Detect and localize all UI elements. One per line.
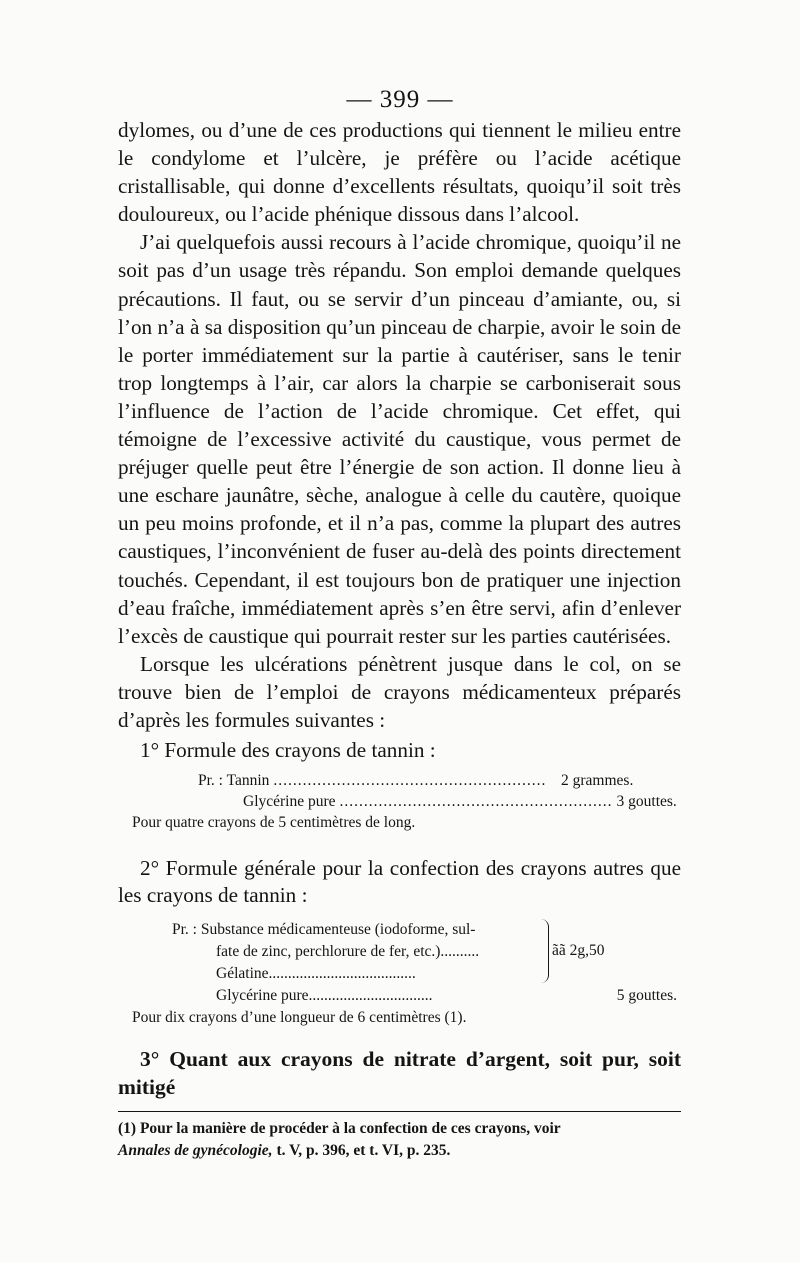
recipe-row [118, 985, 681, 1007]
footnote-reference: t. V, p. 396, et t. VI, p. 235. [272, 1142, 451, 1160]
paragraph-crayons: Lorsque les ulcérations pénètrent jusque dans le col, on se trouve bien de l’emploi de crayons médicamenteux préparés d’après les formules suivantes : [118, 651, 681, 732]
recipe-amount: 5 gouttes. [616, 987, 677, 1005]
grouping-brace [538, 919, 549, 983]
footnote-text: (1) Pour la manière de procéder à la confection de ces crayons, voir [118, 1120, 561, 1138]
formula2-note: Pour dix crayons d’une longueur de 6 centimètres (1). [132, 1009, 467, 1027]
recipe-amount: 2 grammes. [561, 772, 634, 790]
leader-dots: ........................................................ [339, 793, 613, 811]
recipe-amount: 3 gouttes. [616, 793, 677, 811]
recipe-line: Pr. : Substance médicamenteuse (iodoforme, sul- [172, 921, 476, 939]
formula2-heading: 2° Formule générale pour la confection des crayons autres que les crayons de tannin : [118, 856, 681, 908]
paragraph-continuation: dylomes, ou d’une de ces productions qui tiennent le milieu entre le condylome et l’ulcère, je préfère ou l’acide acétique cristallisable, qui donne d’excellents résultats, quoiqu’il soit très douloureux, ou l’acide phénique dissous dans l’alcool. [118, 118, 681, 227]
recipe-ingredient: Pr. : Tannin [198, 772, 270, 790]
page-number: — 399 — [346, 86, 454, 113]
recipe-line: Glycérine pure................................ [216, 987, 433, 1005]
footnote-rule [118, 1111, 681, 1112]
formula1-note: Pour quatre crayons de 5 centimètres de long. [132, 814, 416, 832]
recipe-row [118, 791, 681, 812]
grouped-amount: ãã 2g,50 [552, 942, 605, 960]
formula3-heading: 3° Quant aux crayons de nitrate d’argent, soit pur, soit mitigé [118, 1047, 681, 1100]
recipe-ingredient: Glycérine pure [243, 793, 336, 811]
formula2-recipe [118, 919, 681, 1029]
recipe-line: Gélatine...................................... [216, 965, 416, 983]
formula1-recipe [118, 770, 681, 833]
footnote [118, 1118, 681, 1162]
main-text [118, 116, 681, 1162]
paragraph-acide-chromique: J’ai quelquefois aussi recours à l’acide chromique, quoiqu’il ne soit pas d’un usage très répandu. Son emploi demande quelques précautions. Il faut, ou se servir d’un pinceau d’amiante, ou, si l’on n’a à sa disposition qu’un pinceau de charpie, avoir le soin de le porter immédiatement sur la partie à cautériser, sans le tenir trop longtemps à l’air, car alors la charpie se carboniserait sous l’influence de l’action de l’acide chromique. Cet effet, qui témoigne de l’excessive activité du caustique, vous permet de préjuger quelle peut être l’énergie de son action. Il donne lieu à une eschare jaunâtre, sèche, analogue à celle du cautère, quoique un peu moins profonde, et il n’a pas, comme la plupart des autres caustiques, l’inconvénient de fuser au-delà des points directement touchés. Cependant, il est toujours bon de pratiquer une injection d’eau fraîche, immédiatement après s’en être servi, afin d’enlever l’excès de caustique qui pourrait rester sur les parties cautérisées. [118, 230, 681, 648]
formula1-heading: 1° Formule des crayons de tannin : [140, 738, 436, 763]
recipe-line: fate de zinc, perchlorure de fer, etc.).......... [216, 943, 480, 961]
leader-dots: ........................................................ [273, 772, 547, 790]
footnote-journal: Annales de gynécologie, [118, 1142, 273, 1160]
recipe-row [118, 770, 681, 791]
